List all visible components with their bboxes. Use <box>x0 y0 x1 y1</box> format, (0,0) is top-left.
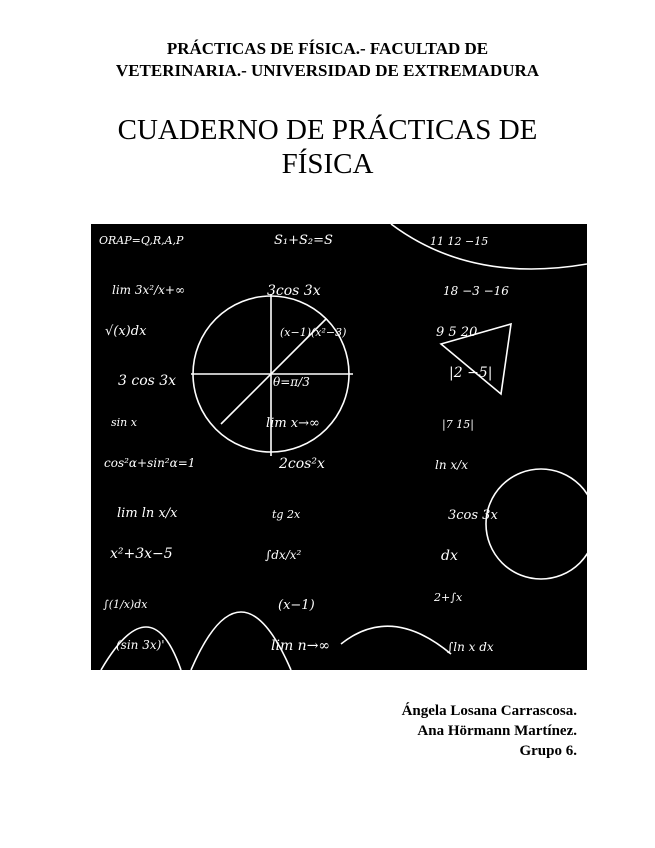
title-line-1: CUADERNO DE PRÁCTICAS DE <box>117 114 538 146</box>
chalk-formula: tg 2x <box>272 508 301 521</box>
chalk-curve-top <box>391 224 587 269</box>
author-name-2: Ana Hörmann Martínez. <box>417 723 577 739</box>
chalk-formula: √(x)dx <box>105 324 147 339</box>
chalk-formula: dx <box>441 548 458 564</box>
chalk-formula: 9 5 20 <box>436 325 478 340</box>
chalk-formula: ∫(1/x)dx <box>103 598 148 611</box>
cover-blackboard-image <box>91 224 587 670</box>
chalk-formula: ∫dx/x² <box>265 548 302 562</box>
chalk-formula: (x−1)(x²−3) <box>280 326 347 339</box>
chalk-circle-right <box>486 469 587 579</box>
chalk-formula: sin x <box>111 416 137 429</box>
chalk-formula: lim x→∞ <box>266 416 320 431</box>
authors-block <box>402 701 577 761</box>
chalk-formula: cos²α+sin²α=1 <box>104 456 196 470</box>
chalk-formula: 2+∫x <box>434 591 463 604</box>
chalk-formula: 18 −3 −16 <box>443 284 509 298</box>
chalk-formula: (x−1) <box>278 598 315 613</box>
chalk-formula: θ=π/3 <box>273 375 310 389</box>
chalk-formula: ln x/x <box>435 458 468 472</box>
document-title <box>60 113 595 181</box>
header-line-2: VETERINARIA.- UNIVERSIDAD DE EXTREMADURA <box>115 61 540 80</box>
chalk-formula: lim n→∞ <box>271 638 331 654</box>
author-name-1: Ángela Losana Carrascosa. <box>401 703 577 719</box>
chalk-formula: 3 cos 3x <box>118 373 177 389</box>
chalk-formula: 2cos²x <box>279 456 325 472</box>
chalk-formula: ∫ln x dx <box>447 640 494 654</box>
header-line-1: PRÁCTICAS DE FÍSICA.- FACULTAD DE <box>166 39 489 58</box>
chalk-formula: (sin 3x)' <box>116 638 165 652</box>
chalk-formula: |2 −5| <box>449 365 493 381</box>
chalk-formula: 3cos 3x <box>448 508 498 523</box>
chalk-formula: 3cos 3x <box>267 283 321 299</box>
chalk-formula: |7 15| <box>442 418 474 431</box>
chalk-formulas <box>99 233 509 654</box>
title-line-2: FÍSICA <box>281 148 374 180</box>
chalk-formula: S₁+S₂=S <box>274 233 333 248</box>
blackboard-illustration <box>91 224 587 670</box>
chalk-formula: lim ln x/x <box>117 506 178 521</box>
chalk-arc-bottom-right <box>341 626 451 654</box>
chalk-formula: x²+3x−5 <box>110 546 173 562</box>
chalk-formula: lim 3x²/x+∞ <box>112 283 185 297</box>
chalk-formula: 11 12 −15 <box>430 235 489 248</box>
group-label: Grupo 6. <box>519 743 577 759</box>
document-header <box>60 38 595 82</box>
chalk-formula: ORAP=Q,R,A,P <box>99 234 184 247</box>
